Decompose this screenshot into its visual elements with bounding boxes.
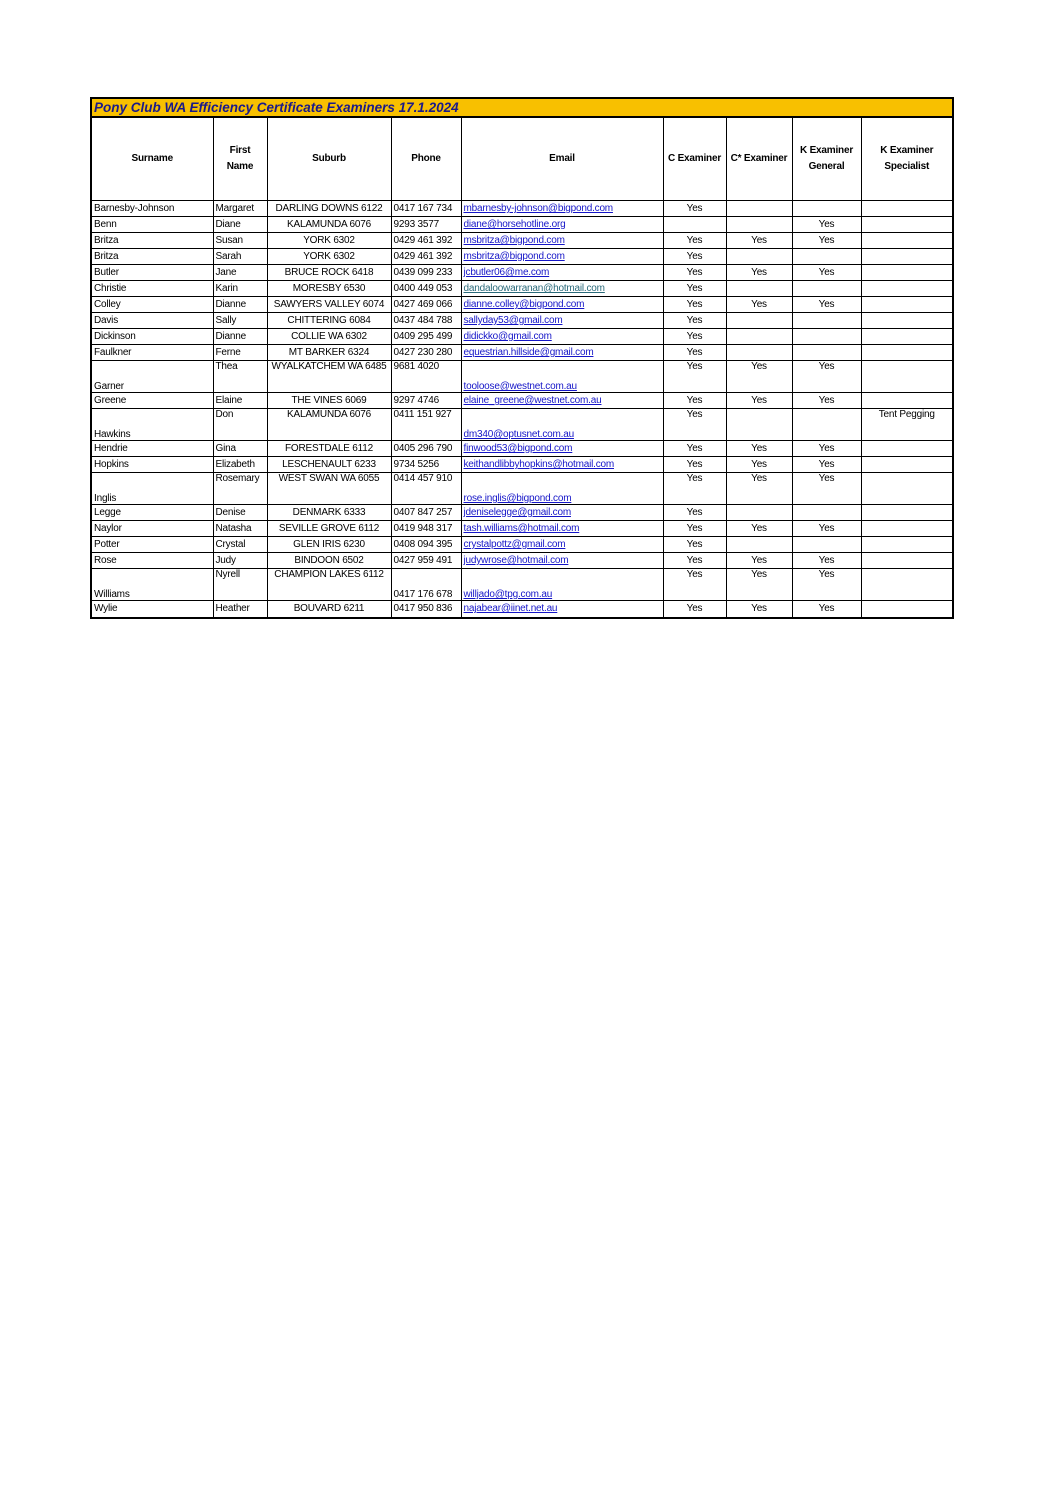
- cell-k-examiner-general: Yes: [792, 441, 861, 457]
- cell-cstar-examiner: Yes: [726, 233, 792, 249]
- cell-k-examiner-general: [792, 329, 861, 345]
- table-row: [92, 361, 952, 393]
- cell-first-name: Elizabeth: [213, 457, 267, 473]
- cell-first-name: Crystal: [213, 537, 267, 553]
- cell-surname: Britza: [92, 249, 213, 265]
- col-phone: Phone: [391, 118, 461, 201]
- cell-cstar-examiner: Yes: [726, 601, 792, 617]
- cell-suburb: SEVILLE GROVE 6112: [267, 521, 391, 537]
- cell-first-name: Nyrell: [213, 569, 267, 601]
- cell-first-name: Denise: [213, 505, 267, 521]
- cell-surname: Colley: [92, 297, 213, 313]
- cell-c-examiner: Yes: [663, 409, 726, 441]
- cell-c-examiner: Yes: [663, 473, 726, 505]
- cell-k-examiner-specialist: [861, 217, 952, 233]
- cell-phone: 9681 4020: [391, 361, 461, 393]
- cell-email[interactable]: mbarnesby-johnson@bigpond.com: [461, 201, 663, 217]
- cell-k-examiner-general: Yes: [792, 553, 861, 569]
- table-row: [92, 233, 952, 249]
- cell-surname: Greene: [92, 393, 213, 409]
- cell-cstar-examiner: Yes: [726, 457, 792, 473]
- cell-suburb: MT BARKER 6324: [267, 345, 391, 361]
- col-k-examiner-general: K Examiner General: [792, 118, 861, 201]
- cell-surname: Benn: [92, 217, 213, 233]
- cell-email[interactable]: sallyday53@gmail.com: [461, 313, 663, 329]
- cell-surname: Hawkins: [92, 409, 213, 441]
- table-row: [92, 329, 952, 345]
- cell-first-name: Margaret: [213, 201, 267, 217]
- table-row: [92, 281, 952, 297]
- cell-k-examiner-specialist: [861, 505, 952, 521]
- cell-email[interactable]: jdeniselegge@gmail.com: [461, 505, 663, 521]
- cell-first-name: Gina: [213, 441, 267, 457]
- cell-k-examiner-specialist: [861, 345, 952, 361]
- cell-k-examiner-specialist: [861, 361, 952, 393]
- col-first-name: First Name: [213, 118, 267, 201]
- cell-phone: 9734 5256: [391, 457, 461, 473]
- cell-suburb: CHITTERING 6084: [267, 313, 391, 329]
- cell-email[interactable]: dandaloowarranan@hotmail.com: [461, 281, 663, 297]
- cell-first-name: Dianne: [213, 297, 267, 313]
- cell-cstar-examiner: Yes: [726, 569, 792, 601]
- cell-cstar-examiner: [726, 281, 792, 297]
- cell-c-examiner: Yes: [663, 345, 726, 361]
- cell-email[interactable]: tooloose@westnet.com.au: [461, 361, 663, 393]
- cell-cstar-examiner: [726, 537, 792, 553]
- cell-c-examiner: Yes: [663, 313, 726, 329]
- cell-suburb: DENMARK 6333: [267, 505, 391, 521]
- cell-suburb: WYALKATCHEM WA 6485: [267, 361, 391, 393]
- cell-k-examiner-general: Yes: [792, 361, 861, 393]
- cell-email[interactable]: equestrian.hillside@gmail.com: [461, 345, 663, 361]
- cell-surname: Inglis: [92, 473, 213, 505]
- cell-cstar-examiner: Yes: [726, 521, 792, 537]
- cell-suburb: FORESTDALE 6112: [267, 441, 391, 457]
- cell-c-examiner: Yes: [663, 297, 726, 313]
- cell-suburb: SAWYERS VALLEY 6074: [267, 297, 391, 313]
- table-row: [92, 409, 952, 441]
- cell-k-examiner-general: Yes: [792, 569, 861, 601]
- cell-first-name: Sally: [213, 313, 267, 329]
- cell-phone: 0427 469 066: [391, 297, 461, 313]
- cell-suburb: BRUCE ROCK 6418: [267, 265, 391, 281]
- cell-suburb: KALAMUNDA 6076: [267, 409, 391, 441]
- cell-k-examiner-specialist: [861, 329, 952, 345]
- cell-surname: Rose: [92, 553, 213, 569]
- cell-k-examiner-specialist: [861, 201, 952, 217]
- cell-k-examiner-specialist: [861, 265, 952, 281]
- table-row: [92, 521, 952, 537]
- cell-k-examiner-general: Yes: [792, 521, 861, 537]
- cell-k-examiner-specialist: [861, 521, 952, 537]
- cell-first-name: Jane: [213, 265, 267, 281]
- table-row: [92, 537, 952, 553]
- cell-k-examiner-general: [792, 249, 861, 265]
- cell-cstar-examiner: Yes: [726, 473, 792, 505]
- cell-c-examiner: Yes: [663, 505, 726, 521]
- cell-email[interactable]: willjado@tpg.com.au: [461, 569, 663, 601]
- cell-surname: Hendrie: [92, 441, 213, 457]
- cell-email[interactable]: msbritza@bigpond.com: [461, 249, 663, 265]
- cell-suburb: LESCHENAULT 6233: [267, 457, 391, 473]
- cell-email[interactable]: finwood53@bigpond.com: [461, 441, 663, 457]
- cell-first-name: Dianne: [213, 329, 267, 345]
- cell-first-name: Diane: [213, 217, 267, 233]
- cell-first-name: Don: [213, 409, 267, 441]
- table-row: [92, 569, 952, 601]
- table-row: [92, 505, 952, 521]
- cell-k-examiner-general: Yes: [792, 265, 861, 281]
- cell-surname: Potter: [92, 537, 213, 553]
- cell-surname: Butler: [92, 265, 213, 281]
- cell-email[interactable]: keithandlibbyhopkins@hotmail.com: [461, 457, 663, 473]
- cell-surname: Garner: [92, 361, 213, 393]
- cell-phone: 0405 296 790: [391, 441, 461, 457]
- cell-c-examiner: Yes: [663, 361, 726, 393]
- cell-first-name: Elaine: [213, 393, 267, 409]
- cell-phone: 0427 959 491: [391, 553, 461, 569]
- cell-email[interactable]: didickko@gmail.com: [461, 329, 663, 345]
- cell-cstar-examiner: [726, 217, 792, 233]
- cell-email[interactable]: crystalpottz@gmail.com: [461, 537, 663, 553]
- cell-first-name: Sarah: [213, 249, 267, 265]
- cell-email[interactable]: elaine_greene@westnet.com.au: [461, 393, 663, 409]
- cell-k-examiner-general: Yes: [792, 473, 861, 505]
- cell-phone: 0407 847 257: [391, 505, 461, 521]
- cell-suburb: WEST SWAN WA 6055: [267, 473, 391, 505]
- cell-phone: 0439 099 233: [391, 265, 461, 281]
- cell-c-examiner: Yes: [663, 521, 726, 537]
- cell-suburb: KALAMUNDA 6076: [267, 217, 391, 233]
- cell-cstar-examiner: [726, 201, 792, 217]
- cell-suburb: GLEN IRIS 6230: [267, 537, 391, 553]
- cell-k-examiner-general: Yes: [792, 393, 861, 409]
- cell-phone: 0409 295 499: [391, 329, 461, 345]
- cell-surname: Hopkins: [92, 457, 213, 473]
- cell-email[interactable]: jcbutler06@me.com: [461, 265, 663, 281]
- cell-c-examiner: Yes: [663, 281, 726, 297]
- col-c-examiner: C Examiner: [663, 118, 726, 201]
- cell-suburb: MORESBY 6530: [267, 281, 391, 297]
- cell-k-examiner-general: Yes: [792, 601, 861, 617]
- cell-k-examiner-specialist: Tent Pegging: [861, 409, 952, 441]
- cell-k-examiner-specialist: [861, 457, 952, 473]
- cell-k-examiner-general: Yes: [792, 457, 861, 473]
- cell-surname: Dickinson: [92, 329, 213, 345]
- cell-k-examiner-specialist: [861, 473, 952, 505]
- cell-phone: 0400 449 053: [391, 281, 461, 297]
- col-email: Email: [461, 118, 663, 201]
- cell-k-examiner-general: Yes: [792, 233, 861, 249]
- col-k-examiner-specialist: K Examiner Specialist: [861, 118, 952, 201]
- cell-email[interactable]: tash.williams@hotmail.com: [461, 521, 663, 537]
- cell-cstar-examiner: [726, 313, 792, 329]
- table-body: [92, 201, 952, 617]
- table-row: [92, 249, 952, 265]
- cell-c-examiner: Yes: [663, 393, 726, 409]
- cell-phone: 0414 457 910: [391, 473, 461, 505]
- cell-first-name: Judy: [213, 553, 267, 569]
- cell-phone: 0427 230 280: [391, 345, 461, 361]
- cell-k-examiner-general: [792, 201, 861, 217]
- cell-k-examiner-specialist: [861, 233, 952, 249]
- cell-phone: 0437 484 788: [391, 313, 461, 329]
- cell-suburb: YORK 6302: [267, 249, 391, 265]
- cell-suburb: BOUVARD 6211: [267, 601, 391, 617]
- cell-cstar-examiner: [726, 345, 792, 361]
- cell-phone: 0429 461 392: [391, 233, 461, 249]
- cell-k-examiner-general: [792, 313, 861, 329]
- cell-first-name: Susan: [213, 233, 267, 249]
- table-row: [92, 265, 952, 281]
- cell-cstar-examiner: Yes: [726, 297, 792, 313]
- cell-suburb: BINDOON 6502: [267, 553, 391, 569]
- cell-cstar-examiner: [726, 249, 792, 265]
- cell-cstar-examiner: Yes: [726, 361, 792, 393]
- cell-k-examiner-specialist: [861, 249, 952, 265]
- cell-c-examiner: Yes: [663, 441, 726, 457]
- cell-k-examiner-specialist: [861, 601, 952, 617]
- cell-surname: Faulkner: [92, 345, 213, 361]
- cell-k-examiner-general: [792, 505, 861, 521]
- cell-first-name: Thea: [213, 361, 267, 393]
- table-header: [92, 118, 952, 201]
- table-row: [92, 297, 952, 313]
- cell-cstar-examiner: [726, 409, 792, 441]
- table-row: [92, 473, 952, 505]
- cell-k-examiner-general: [792, 345, 861, 361]
- cell-phone: 0419 948 317: [391, 521, 461, 537]
- table-row: [92, 217, 952, 233]
- cell-suburb: THE VINES 6069: [267, 393, 391, 409]
- col-surname: Surname: [92, 118, 213, 201]
- cell-c-examiner: Yes: [663, 553, 726, 569]
- cell-phone: 0417 167 734: [391, 201, 461, 217]
- sheet-title: Pony Club WA Efficiency Certificate Examiners 17.1.2024: [92, 99, 952, 118]
- cell-first-name: Natasha: [213, 521, 267, 537]
- cell-surname: Wylie: [92, 601, 213, 617]
- col-suburb: Suburb: [267, 118, 391, 201]
- cell-suburb: COLLIE WA 6302: [267, 329, 391, 345]
- cell-k-examiner-general: Yes: [792, 217, 861, 233]
- cell-k-examiner-specialist: [861, 553, 952, 569]
- cell-email[interactable]: msbritza@bigpond.com: [461, 233, 663, 249]
- cell-phone: 9293 3577: [391, 217, 461, 233]
- examiners-sheet: [90, 97, 954, 619]
- cell-k-examiner-general: [792, 537, 861, 553]
- cell-surname: Britza: [92, 233, 213, 249]
- cell-suburb: YORK 6302: [267, 233, 391, 249]
- cell-email[interactable]: diane@horsehotline.org: [461, 217, 663, 233]
- cell-c-examiner: Yes: [663, 569, 726, 601]
- examiners-table: [92, 118, 952, 617]
- cell-k-examiner-specialist: [861, 281, 952, 297]
- cell-k-examiner-specialist: [861, 297, 952, 313]
- table-row: [92, 393, 952, 409]
- cell-c-examiner: Yes: [663, 233, 726, 249]
- table-row: [92, 313, 952, 329]
- table-row: [92, 345, 952, 361]
- cell-phone: 0408 094 395: [391, 537, 461, 553]
- cell-cstar-examiner: [726, 329, 792, 345]
- cell-cstar-examiner: Yes: [726, 265, 792, 281]
- cell-surname: Williams: [92, 569, 213, 601]
- cell-k-examiner-specialist: [861, 569, 952, 601]
- cell-cstar-examiner: Yes: [726, 553, 792, 569]
- cell-suburb: DARLING DOWNS 6122: [267, 201, 391, 217]
- cell-surname: Naylor: [92, 521, 213, 537]
- table-row: [92, 457, 952, 473]
- cell-first-name: Rosemary: [213, 473, 267, 505]
- cell-cstar-examiner: [726, 505, 792, 521]
- cell-email[interactable]: najabear@iinet.net.au: [461, 601, 663, 617]
- cell-c-examiner: Yes: [663, 201, 726, 217]
- col-cstar-examiner: C* Examiner: [726, 118, 792, 201]
- cell-surname: Barnesby-Johnson: [92, 201, 213, 217]
- cell-c-examiner: Yes: [663, 457, 726, 473]
- cell-email[interactable]: rose.inglis@bigpond.com: [461, 473, 663, 505]
- cell-k-examiner-general: [792, 409, 861, 441]
- cell-k-examiner-general: [792, 281, 861, 297]
- cell-phone: 0429 461 392: [391, 249, 461, 265]
- cell-email[interactable]: judywrose@hotmail.com: [461, 553, 663, 569]
- cell-first-name: Ferne: [213, 345, 267, 361]
- cell-surname: Christie: [92, 281, 213, 297]
- cell-c-examiner: Yes: [663, 601, 726, 617]
- cell-surname: Legge: [92, 505, 213, 521]
- cell-k-examiner-specialist: [861, 393, 952, 409]
- cell-c-examiner: Yes: [663, 537, 726, 553]
- cell-surname: Davis: [92, 313, 213, 329]
- cell-email[interactable]: dianne.colley@bigpond.com: [461, 297, 663, 313]
- table-row: [92, 601, 952, 617]
- cell-phone: 0417 176 678: [391, 569, 461, 601]
- cell-email[interactable]: dm340@optusnet.com.au: [461, 409, 663, 441]
- table-row: [92, 553, 952, 569]
- cell-phone: 0417 950 836: [391, 601, 461, 617]
- cell-phone: 0411 151 927: [391, 409, 461, 441]
- cell-cstar-examiner: Yes: [726, 441, 792, 457]
- cell-k-examiner-specialist: [861, 313, 952, 329]
- cell-first-name: Heather: [213, 601, 267, 617]
- cell-c-examiner: Yes: [663, 265, 726, 281]
- cell-k-examiner-specialist: [861, 537, 952, 553]
- cell-cstar-examiner: Yes: [726, 393, 792, 409]
- cell-k-examiner-general: Yes: [792, 297, 861, 313]
- cell-first-name: Karin: [213, 281, 267, 297]
- table-row: [92, 201, 952, 217]
- cell-phone: 9297 4746: [391, 393, 461, 409]
- cell-c-examiner: [663, 217, 726, 233]
- cell-c-examiner: Yes: [663, 249, 726, 265]
- cell-c-examiner: Yes: [663, 329, 726, 345]
- cell-k-examiner-specialist: [861, 441, 952, 457]
- cell-suburb: CHAMPION LAKES 6112: [267, 569, 391, 601]
- table-row: [92, 441, 952, 457]
